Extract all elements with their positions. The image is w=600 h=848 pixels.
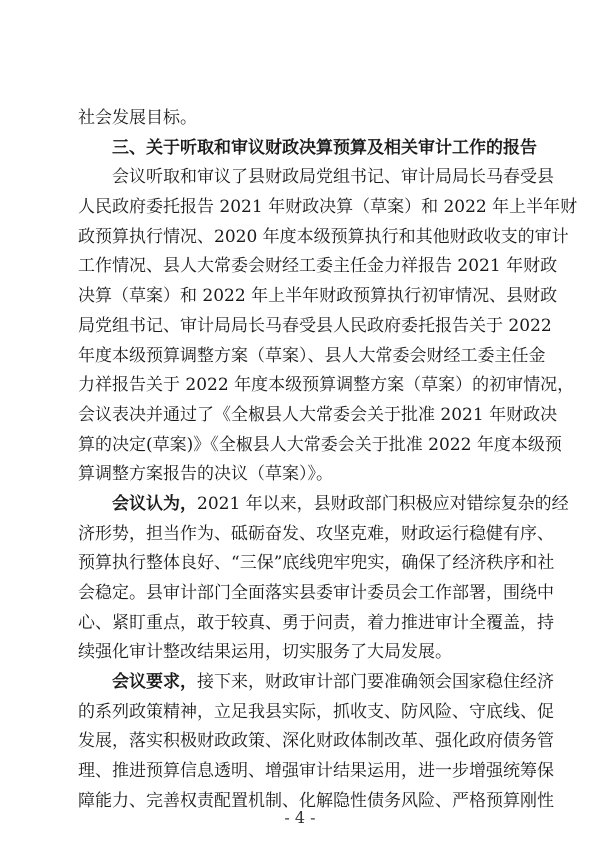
paragraph-line: 会稳定。县审计部门全面落实县委审计委员会工作部署，围绕中 bbox=[78, 583, 554, 603]
paragraph-line: 发展，落实积极财政政策、深化财政体制改革、强化政府债务管 bbox=[78, 731, 554, 752]
paragraph-line: 工作情况、县人大常委会财经工委主任金力祥报告 2021 年财政 bbox=[78, 256, 558, 277]
paragraph-line: 的系列政策精神，立足我县实际，抓收支、防风险、守底线、促 bbox=[78, 701, 554, 722]
paragraph-line: 局党组书记、审计局局长马春受县人民政府委托报告关于 2022 bbox=[78, 315, 552, 336]
paragraph-line: 政预算执行情况、2020 年度本级预算执行和其他财政收支的审计 bbox=[78, 226, 569, 247]
document-body bbox=[78, 104, 578, 817]
paragraph-first-rest: 接下来，财政审计部门要准确领会国家稳住经济 bbox=[197, 672, 554, 693]
continuation-line: 社会发展目标。 bbox=[78, 108, 197, 128]
paragraph-line: 理、推进预算信息透明、增强审计结果运用，进一步增强统筹保 bbox=[78, 761, 554, 782]
paragraph-line: 算调整方案报告的决议（草案）》。 bbox=[78, 464, 333, 485]
paragraph-requirements bbox=[78, 668, 554, 816]
paragraph-line: 人民政府委托报告 2021 年财政决算（草案）和 2022 年上半年财 bbox=[78, 197, 578, 218]
page-number: - 4 - bbox=[284, 808, 316, 827]
paragraph-line: 心、紧盯重点，敢于较真、勇于问责，着力推进审计全覆盖，持 bbox=[78, 612, 554, 633]
paragraph-line: 会议表决并通过了《全椒县人大常委会关于批准 2021 年财政决 bbox=[78, 404, 558, 425]
paragraph-line: 年度本级预算调整方案（草案）、县人大常委会财经工委主任金 bbox=[78, 345, 546, 366]
paragraph-line: 济形势，担当作为、砥砺奋发、攻坚克难，财政运行稳健有序、 bbox=[78, 523, 554, 544]
paragraph-line: 障能力、完善权责配置机制、化解隐性债务风险、严格预算刚性 bbox=[78, 790, 554, 811]
paragraph-line: 算的决定(草案)》《全椒县人大常委会关于批准 2022 年度本级预 bbox=[78, 434, 562, 455]
paragraph-line: 力祥报告关于 2022 年度本级预算调整方案（草案）的初审情况， bbox=[78, 375, 575, 396]
paragraph-lead: 会议认为， bbox=[112, 493, 197, 514]
paragraph-line: 会议听取和审议了县财政局党组书记、审计局局长马春受县 bbox=[112, 167, 554, 188]
paragraph-first-line bbox=[78, 490, 569, 520]
paragraph-line: 预算执行整体良好、“三保”底线兜牢兜实，确保了经济秩序和社 bbox=[78, 553, 555, 574]
paragraph-first-line bbox=[78, 668, 554, 698]
paragraph-financial-report bbox=[78, 163, 578, 490]
section-heading: 三、关于听取和审议财政决算预算及相关审计工作的报告 bbox=[112, 137, 537, 158]
paragraph-line: 续强化审计整改结果运用，切实服务了大局发展。 bbox=[78, 642, 452, 663]
paragraph-lead: 会议要求， bbox=[112, 672, 197, 693]
paragraph-first-rest: 2021 年以来，县财政部门积极应对错综复杂的经 bbox=[197, 493, 569, 514]
paragraph-line: 决算（草案）和 2022 年上半年财政预算执行初审情况、县财政 bbox=[78, 286, 558, 307]
paragraph-assessment bbox=[78, 490, 569, 668]
